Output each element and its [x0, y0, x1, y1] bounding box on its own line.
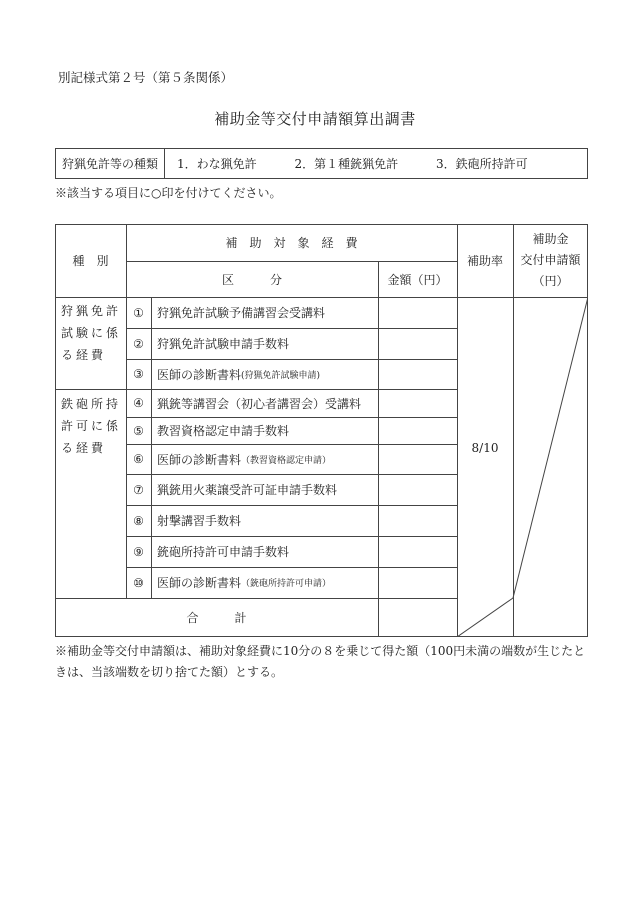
- document-title: 補助金等交付申請額算出調書: [214, 110, 416, 128]
- group-hunting-exam: 狩猟免許 試験に係 る経費: [61, 304, 122, 362]
- row-number: ⑥: [133, 452, 144, 466]
- row-label: 教習資格認定申請手数料: [157, 424, 290, 438]
- note-top: ※該当する項目に○印を付けてください。: [55, 186, 282, 200]
- row-number: ④: [133, 396, 144, 410]
- note-bottom: ※補助金等交付申請額は、補助対象経費に10分の８を乗じて得た額（100円未満の端数が生じたときは、当該端数を切り捨てた額）とする。: [55, 644, 586, 679]
- amount-field[interactable]: [378, 417, 457, 444]
- amount-field[interactable]: [378, 297, 457, 328]
- header-expenses: 補 助 対 象 経 費: [225, 236, 358, 250]
- amount-field[interactable]: [378, 444, 457, 474]
- expense-table: [55, 224, 588, 637]
- license-type-table: [55, 148, 588, 179]
- license-type-label: 狩猟免許等の種類: [56, 149, 165, 179]
- option-firearm-permit[interactable]: 3．鉄砲所持許可: [435, 157, 528, 171]
- header-grant-line2: 交付申請額: [520, 253, 581, 267]
- header-rate: 補助率: [466, 254, 503, 268]
- total-amount-field[interactable]: [378, 598, 457, 636]
- row-number: ⑩: [133, 575, 144, 590]
- header-division: 区 分: [221, 272, 282, 287]
- row-number: ⑨: [133, 544, 144, 559]
- row-label: 射撃講習手数料: [157, 514, 242, 528]
- row-label: 医師の診断書料 （銃砲所持許可申請）: [157, 576, 332, 590]
- row-number: ⑤: [133, 423, 144, 438]
- header-grant: [513, 224, 588, 297]
- amount-field[interactable]: [378, 389, 457, 417]
- total-label: 合 計: [186, 610, 247, 625]
- row-label: 狩猟免許試験予備講習会受講料: [157, 306, 326, 320]
- row-label: 狩猟免許試験申請手数料: [157, 337, 290, 351]
- option-trap-license[interactable]: 1．わな猟免許: [177, 157, 257, 171]
- form-number: 別記様式第２号（第５条関係）: [58, 70, 234, 85]
- amount-field[interactable]: [378, 567, 457, 598]
- row-number: ①: [133, 305, 144, 320]
- row-label: 猟銃用火薬譲受許可証申請手数料: [157, 483, 338, 497]
- option-gun-license[interactable]: 2．第１種銃猟免許: [294, 157, 399, 171]
- license-type-options: [165, 149, 588, 179]
- amount-field[interactable]: [378, 328, 457, 359]
- rate-value: 8/10: [471, 440, 499, 455]
- row-label: 猟銃等講習会（初心者講習会）受講料: [157, 396, 362, 411]
- amount-field[interactable]: [378, 474, 457, 505]
- row-number: ⑧: [133, 513, 144, 528]
- row-number: ③: [133, 367, 144, 381]
- row-label: 医師の診断書料 (狩猟免許試験申請): [157, 367, 321, 382]
- amount-field[interactable]: [378, 536, 457, 567]
- amount-field[interactable]: [378, 505, 457, 536]
- header-grant-line1: 補助金: [532, 232, 569, 246]
- group-firearm-permit: 鉄砲所持 許可に係 る経費: [61, 397, 122, 455]
- row-label: 医師の診断書料 （教習資格認定申請）: [157, 452, 332, 467]
- row-number: ⑦: [133, 482, 144, 497]
- header-amount: 金額（円）: [387, 272, 448, 287]
- header-type: 種 別: [72, 254, 109, 268]
- row-number: ②: [133, 336, 144, 351]
- header-grant-line3: （円）: [532, 274, 569, 288]
- amount-field[interactable]: [378, 359, 457, 389]
- row-label: 銃砲所持許可申請手数料: [157, 545, 290, 559]
